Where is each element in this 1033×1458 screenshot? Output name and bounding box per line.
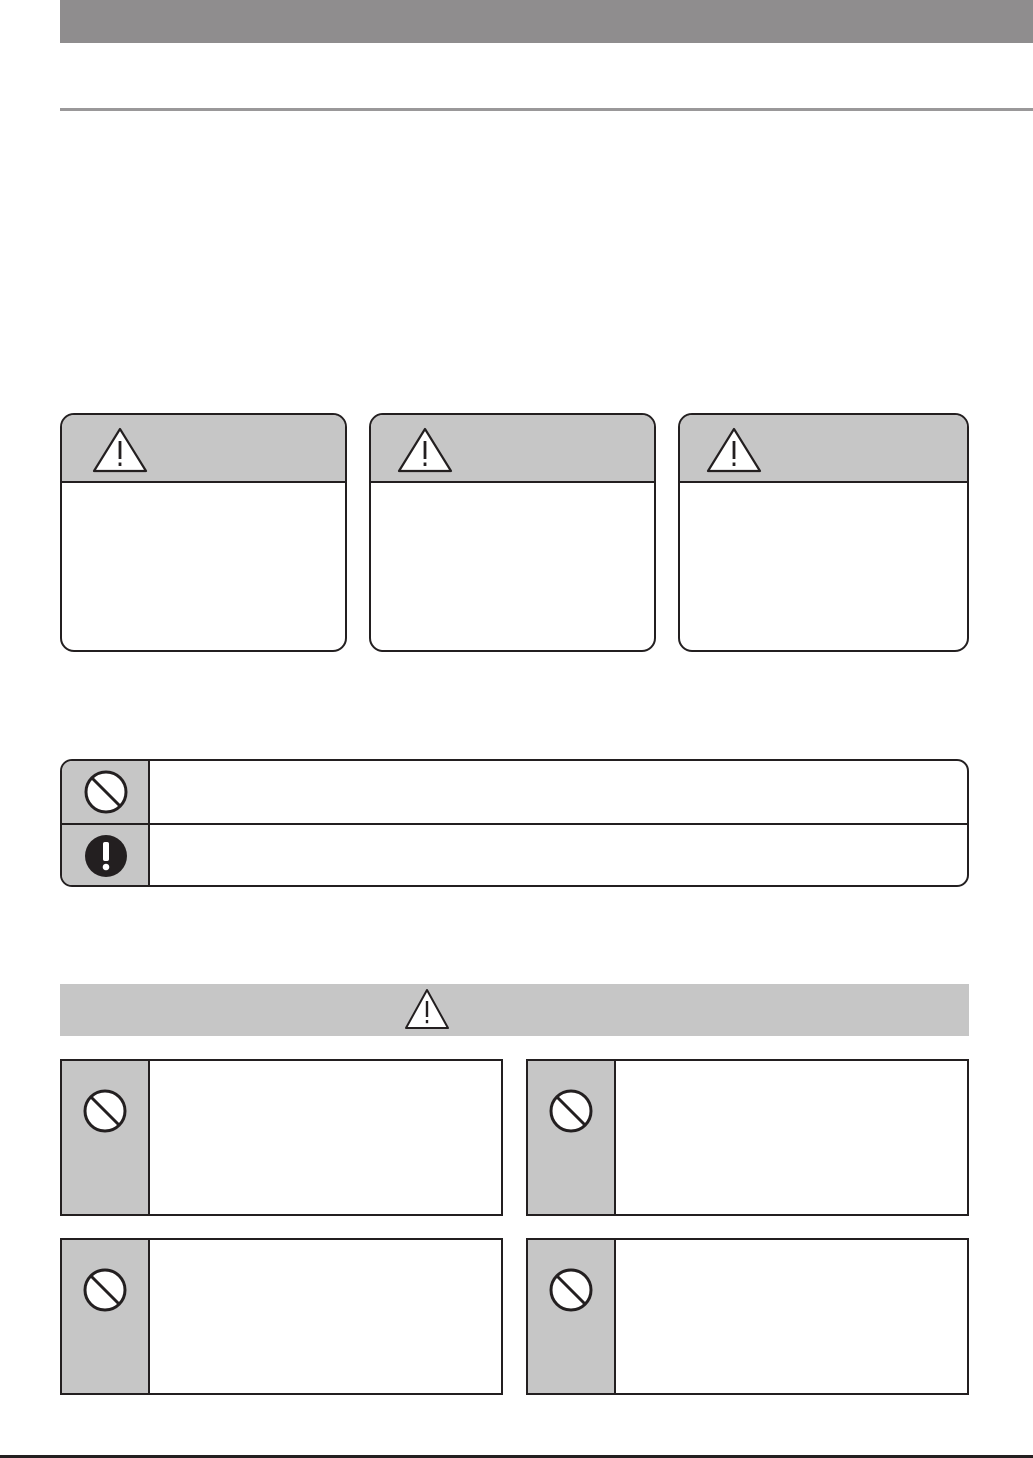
warning-item-1: [60, 1059, 503, 1216]
prohibited-icon: [548, 1267, 594, 1313]
prohibited-icon: [82, 1267, 128, 1313]
icon-column: [62, 1240, 150, 1393]
prohibited-icon: [83, 769, 129, 815]
warning-item-4: [526, 1238, 969, 1395]
warning-triangle-icon: [92, 427, 148, 473]
hazard-level-card-1: [60, 413, 347, 652]
warning-item-3: [60, 1238, 503, 1395]
hazard-level-header: [371, 415, 654, 483]
hazard-level-header: [680, 415, 967, 483]
hazard-level-card-2: [369, 413, 656, 652]
warning-triangle-icon: [404, 988, 450, 1030]
symbol-legend-table: [60, 759, 969, 887]
warning-item-2: [526, 1059, 969, 1216]
hazard-level-header: [62, 415, 345, 483]
mandatory-action-icon: [83, 833, 129, 879]
icon-column: [62, 1061, 150, 1214]
title-divider: [60, 108, 1033, 111]
prohibited-icon: [548, 1088, 594, 1134]
row-divider: [62, 823, 967, 825]
warning-triangle-icon: [706, 427, 762, 473]
icon-column: [528, 1061, 616, 1214]
warning-triangle-icon: [397, 427, 453, 473]
warning-section-banner: [60, 984, 969, 1036]
hazard-level-card-3: [678, 413, 969, 652]
header-bar: [60, 0, 1033, 43]
prohibited-icon: [82, 1088, 128, 1134]
icon-column: [528, 1240, 616, 1393]
